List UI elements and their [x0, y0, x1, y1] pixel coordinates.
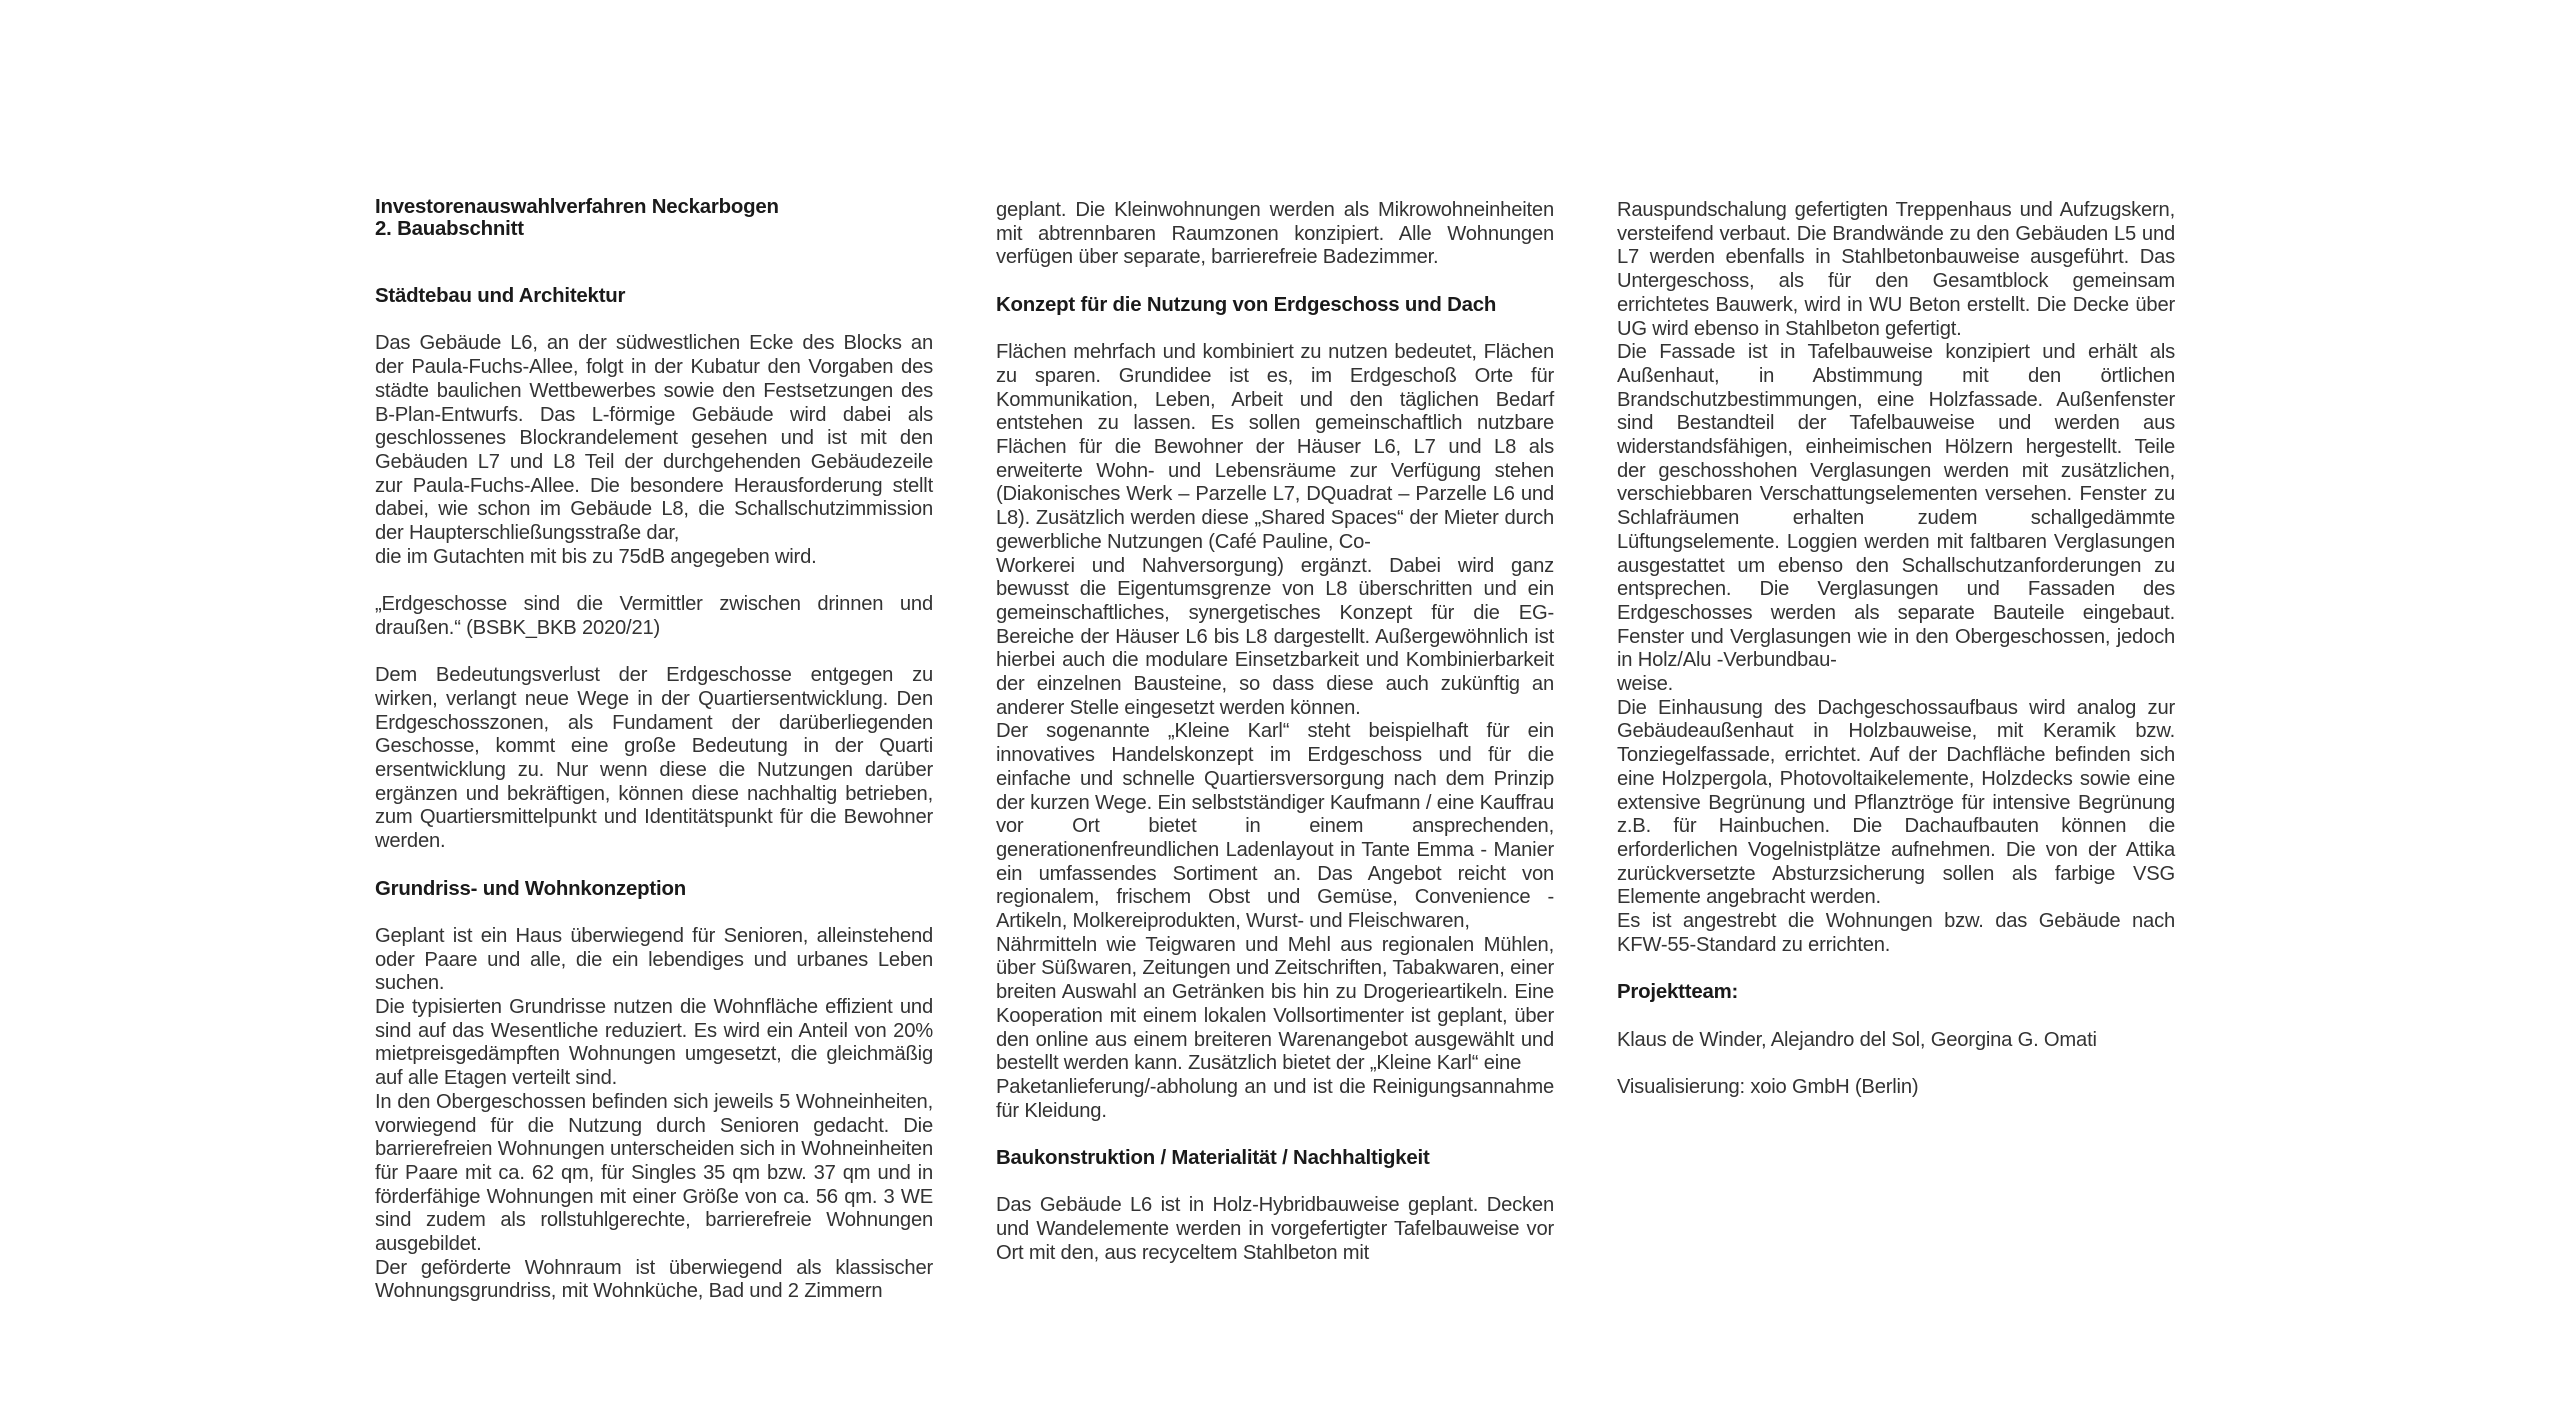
paragraph-grundriss-3: In den Obergeschossen befinden sich jeweils 5 Wohneinheiten, vorwiegend für die Nutzung durch Senioren gedacht. Die barrierefreien Wohnungen unterscheiden sich in Wohneinheiten für Paare mit ca. 62 qm, für Singles 35 qm bzw. 37 qm und in förderfähige Wohnungen mit einer Größe von ca. 56 qm. 3 WE sind zudem als rollstuhlgerechte, barrierefreie Wohnungen ausgebildet.: [375, 1090, 933, 1256]
paragraph-bedeutung: Dem Bedeutungsverlust der Erdgeschosse entgegen zu wirken, verlangt neue Wege in der Quartiersentwicklung. Den Erdgeschosszonen, als Fundament der darüberliegenden Geschosse, kommt eine große Bedeutung in der Quarti ersentwicklung zu. Nur wenn diese die Nutzungen darüber ergänzen und bekräftigen, können diese nachhaltig betrieben, zum Quartiersmittelpunkt und Identitätspunkt für die Bewohner werden.: [375, 664, 933, 853]
paragraph-dach: Die Einhausung des Dachgeschossaufbaus wird analog zur Gebäudeaußenhaut in Holzbauweise, mit Keramik bzw. Tonziegelfassade, errichtet. Auf der Dachfläche befinden sich eine Holzpergola, Photovoltaikelemente, Holzdecks sowie eine extensive Begrünung und Pflanztröge für intensive Begrünung z.B. für Hainbuchen. Die Dachaufbauten können die erforderlichen Vogelnistplätze aufnehmen. Die von der Attika zurückversetzte Absturzsicherung sollen als farbige VSG Elemente angebracht werden.: [1617, 696, 2175, 909]
paragraph-kfw: Es ist angestrebt die Wohnungen bzw. das Gebäude nach KFW-55-Standard zu errichten.: [1617, 910, 2175, 956]
document-title: [375, 196, 933, 240]
paragraph-konzept-4: Nährmitteln wie Teigwaren und Mehl aus regionalen Mühlen, über Süßwaren, Zeitungen und Zeitschriften, Tabakwaren, einer breiten Auswahl an Getränken bis hin zu Drogerieartikeln. Eine Kooperation mit einem lokalen Vollsortimenter ist geplant, über den online aus einem breiteren Warenangebot ausgewählt und bestellt werden kann. Zusätzlich bietet der „Kleine Karl“ eine: [996, 933, 1554, 1075]
column-3: [1617, 199, 2175, 1100]
paragraph-grundriss-1: Geplant ist ein Haus überwiegend für Senioren, alleinstehend oder Paare und alle, die ein lebendiges und urbanes Leben suchen.: [375, 924, 933, 995]
column-1: [375, 196, 933, 1304]
column-2: [996, 199, 1554, 1266]
heading-baukonstruktion: Baukonstruktion / Materialität / Nachhaltigkeit: [996, 1147, 1430, 1170]
paragraph-staedtebau-2: die im Gutachten mit bis zu 75dB angegeben wird.: [375, 545, 817, 568]
paragraph-staedtebau-1: Das Gebäude L6, an der südwestlichen Ecke des Blocks an der Paula-Fuchs-Allee, folgt in der Kubatur den Vorgaben des städte baulichen Wettbewerbes sowie den Festsetzungen des B-Plan-Entwurfs. Das L-förmige Gebäude wird dabei als geschlossenes Blockrandelement gesehen und ist mit den Gebäuden L7 und L8 Teil der durchgehenden Gebäudezeile zur Paula-Fuchs-Allee. Die besondere Herausforderung stellt dabei, wie schon im Gebäude L8, die Schallschutzimmission der Haupterschließungsstraße dar,: [375, 332, 933, 545]
paragraph-continued: geplant. Die Kleinwohnungen werden als Mikrowohneinheiten mit abtrennbaren Raumzonen konzipiert. Alle Wohnungen verfügen über separate, barrierefreie Badezimmer.: [996, 199, 1554, 269]
paragraph-fassade-1: Die Fassade ist in Tafelbauweise konzipiert und erhält als Außenhaut, in Abstimmung mit den örtlichen Brandschutzbestimmungen, eine Holzfassade. Außenfenster sind Bestandteil der Tafelbauweise und werden aus widerstandsfähigen, einheimischen Hölzern hergestellt. Teile der geschosshohen Verglasungen werden mit zusätzlichen, verschiebbaren Verschattungselementen versehen. Fenster zu Schlafräumen erhalten zudem schallgedämmte Lüftungselemente. Loggien werden mit faltbaren Verglasungen ausgestattet um ebenso den Schallschutzanforderungen zu entsprechen. Die Verglasungen und Fassaden des Erdgeschosses werden als separate Bauteile eingebaut. Fenster und Verglasungen wie in den Obergeschossen, jedoch in Holz/Alu -Verbundbau-: [1617, 341, 2175, 672]
heading-grundriss: Grundriss- und Wohnkonzeption: [375, 877, 686, 900]
paragraph-grundriss-2: Die typisierten Grundrisse nutzen die Wohnfläche effizient und sind auf das Wesentliche reduziert. Es wird ein Anteil von 20% mietpreisgedämpften Wohnungen umgesetzt, die gleichmäßig auf alle Etagen verteilt sind.: [375, 996, 933, 1090]
title-line-2: 2. Bauabschnitt: [375, 218, 524, 240]
heading-konzept: Konzept für die Nutzung von Erdgeschoss und Dach: [996, 293, 1497, 316]
heading-projektteam: Projektteam:: [1617, 981, 1739, 1004]
paragraph-konzept-1: Flächen mehrfach und kombiniert zu nutzen bedeutet, Flächen zu sparen. Grundidee ist es, im Erdgeschoß Orte für Kommunikation, Leben, Arbeit und den täglichen Bedarf entstehen zu lassen. Es sollen gemeinschaftlich nutzbare Flächen für die Bewohner der Häuser L6, L7 und L8 als erweiterte Wohn- und Lebensräume zur Verfügung stehen (Diakonisches Werk – Parzelle L7, DQuadrat – Parzelle L6 und L8). Zusätzlich werden diese „Shared Spaces“ der Mieter durch gewerbliche Nutzungen (Café Pauline, Co-: [996, 341, 1554, 553]
title-line-1: Investorenauswahlverfahren Neckarbogen: [375, 196, 779, 218]
paragraph-grundriss-4: Der geförderte Wohnraum ist überwiegend als klassischer Wohnungsgrundriss, mit Wohnküche, Bad und 2 Zimmern: [375, 1256, 933, 1303]
paragraph-konzept-3: Der sogenannte „Kleine Karl“ steht beispielhaft für ein innovatives Handelskonzept im Erdgeschoss und für die einfache und schnelle Quartiersversorgung nach dem Prinzip der kurzen Wege. Ein selbstständiger Kaufmann / eine Kauffrau vor Ort bietet in einem ansprechenden, generationenfreundlichen Ladenlayout in Tante Emma - Manier ein umfassendes Sortiment an. Das Angebot reicht von regionalem, frischem Obst und Gemüse, Convenience - Artikeln, Molkereiprodukten, Wurst- und Fleischwaren,: [996, 720, 1554, 933]
paragraph-team: Klaus de Winder, Alejandro del Sol, Georgina G. Omati: [1617, 1028, 2097, 1051]
paragraph-konzept-2: Workerei und Nahversorgung) ergänzt. Dabei wird ganz bewusst die Eigentumsgrenze von L8 überschritten und ein gemeinschaftliches, synergetisches Konzept für die EG-Bereiche der Häuser L6 bis L8 dargestellt. Außergewöhnlich ist hierbei auch die modulare Einsetzbarkeit und Kombinierbarkeit der einzelnen Bausteine, so dass diese auch zukünftig an anderer Stelle eingesetzt werden können.: [996, 554, 1554, 719]
paragraph-visualisierung: Visualisierung: xoio GmbH (Berlin): [1617, 1075, 1919, 1098]
paragraph-bau-1: Das Gebäude L6 ist in Holz-Hybridbauweise geplant. Decken und Wandelemente werden in vorgefertigter Tafelbauweise vor Ort mit den, aus recyceltem Stahlbeton mit: [996, 1194, 1554, 1264]
paragraph-quote: „Erdgeschosse sind die Vermittler zwischen drinnen und draußen.“ (BSBK_BKB 2020/21): [375, 593, 933, 639]
paragraph-bau-2: Rauspundschalung gefertigten Treppenhaus und Aufzugskern, versteifend verbaut. Die Brandwände zu den Gebäuden L5 und L7 werden ebenfalls in Stahlbetonbauweise ausgeführt. Das Untergeschoss, als für den Gesamtblock gemeinsam errichtetes Bauwerk, wird in WU Beton erstellt. Die Decke über UG wird ebenso in Stahlbeton gefertigt.: [1617, 199, 2175, 340]
paragraph-konzept-5: Paketanlieferung/-abholung an und ist die Reinigungsannahme für Kleidung.: [996, 1075, 1554, 1122]
heading-staedtebau: Städtebau und Architektur: [375, 285, 626, 307]
paragraph-fassade-2: weise.: [1617, 673, 1674, 696]
